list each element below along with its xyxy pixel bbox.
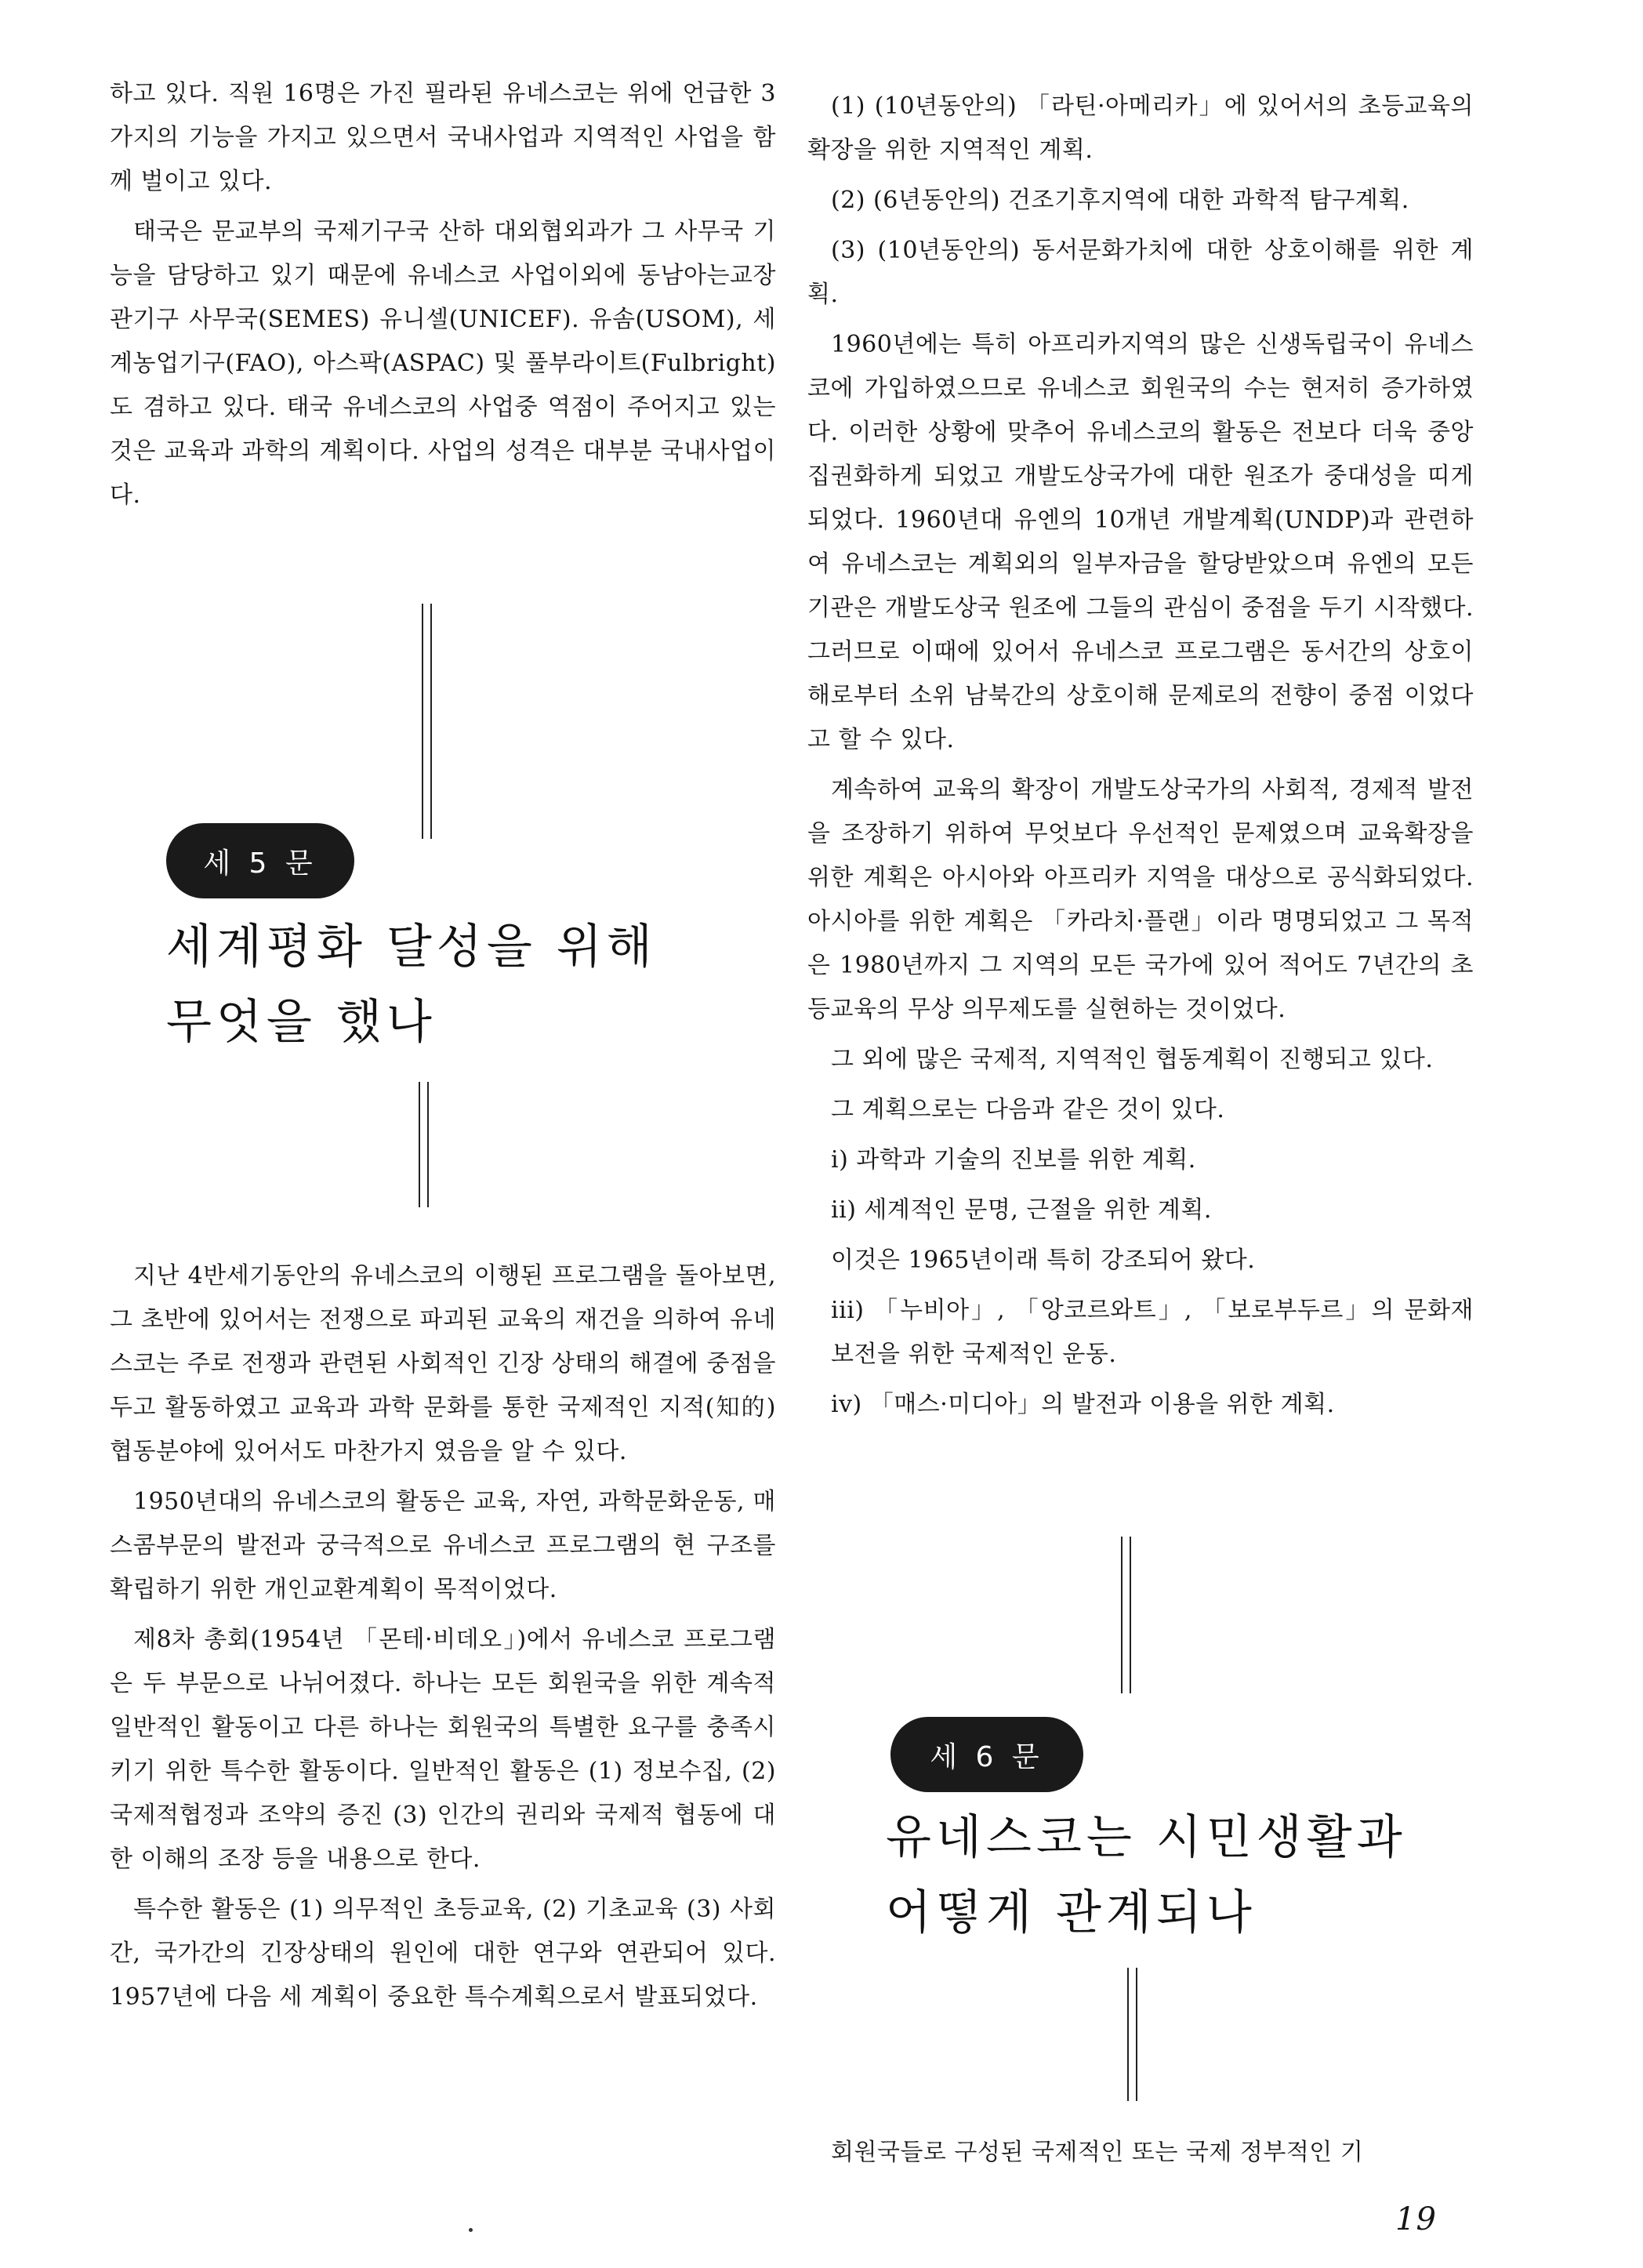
paragraph: (2) (6년동안의) 건조기후지역에 대한 과학적 탐구계획. (831, 187, 1409, 214)
page-number: 19 (1395, 2201, 1437, 2237)
paragraph: 회원국들로 구성된 국제적인 또는 국제 정부적인 기 (831, 2139, 1364, 2166)
paragraph: 특수한 활동은 (1) 의무적인 초등교육, (2) 기초교육 (3) 사회간, 국가간의 긴장상태의 원인에 대한 연구와 연관되어 있다. 1957년에 다음 세 계획이 중요한 특수계획으로서 발표되었다. (110, 1896, 776, 2011)
chapter-6-title-line1: 유네스코는 시민생활과 (886, 1810, 1407, 1865)
list-item: iv) 「매스·미디아」의 발전과 이용을 위한 계획. (831, 1391, 1335, 1418)
paragraph: 지난 4반세기동안의 유네스코의 이행된 프로그램을 돌아보면, 그 초반에 있어서는 전쟁으로 파괴된 교육의 재건을 의하여 유네스코는 주로 전쟁과 관련된 사회적인 긴장 상태의 해결에 중점을 두고 활동하였고 교육과 과학 문화를 통한 국제적인 지적(知的)협동분야에 있어서도 마찬가지 였음을 알 수 있다. (110, 1262, 776, 1465)
divider-lines (1127, 1968, 1137, 2101)
paragraph: (3) (10년동안의) 동서문화가치에 대한 상호이해를 위한 계획. (807, 237, 1474, 308)
paragraph: 1960년에는 특히 아프리카지역의 많은 신생독립국이 유네스코에 가입하였으므로 유네스코 회원국의 수는 현저히 증가하였다. 이러한 상황에 맞추어 유네스코의 활동은 전보다 더욱 중앙집권화하게 되었고 개발도상국가에 대한 원조가 중대성을 띠게 되었다. 1960년대 유엔의 10개년 개발계획(UNDP)과 관련하여 유네스코는 계획외의 일부자금을 할당받았으며 유엔의 모든 기관은 개발도상국 원조에 그들의 관심이 중점을 두기 시작했다. 그러므로 이때에 있어서 유네스코 프로그램은 동서간의 상호이해로부터 소위 남북간의 상호이해 문제로의 전향이 중점 이었다고 할 수 있다. (807, 331, 1474, 753)
left-top-text (110, 72, 776, 524)
divider-lines (419, 1082, 429, 1207)
right-bottom-text (807, 2131, 1474, 2181)
right-top-text (807, 85, 1474, 1433)
paragraph: (1) (10년동안의) 「라틴·아메리카」에 있어서의 초등교육의 확장을 위한 지역적인 계획. (807, 93, 1474, 164)
paragraph: 그 계획으로는 다음과 같은 것이 있다. (831, 1096, 1225, 1123)
paragraph: 제8차 총회(1954년 「몬테·비데오」)에서 유네스코 프로그램은 두 부문으로 나뉘어졌다. 하나는 모든 회원국을 위한 계속적 일반적인 활동이고 다른 하나는 회원국의 특별한 요구를 충족시키기 위한 특수한 활동이다. 일반적인 활동은 (1) 정보수집, (2) 국제적협정과 조약의 증진 (3) 인간의 권리와 국제적 협동에 대한 이해의 조장 등을 내용으로 한다. (110, 1626, 776, 1873)
paragraph: 1950년대의 유네스코의 활동은 교육, 자연, 과학문화운동, 매스콤부문의 발전과 궁극적으로 유네스코 프로그램의 현 구조를 확립하기 위한 개인교환계획이 목적이었다. (110, 1488, 776, 1603)
chapter-6-title-line2: 어떻게 관계되나 (886, 1885, 1257, 1940)
chapter-5-title-line2: 무엇을 했나 (166, 995, 437, 1050)
list-item: ii) 세계적인 문명, 근절을 위한 계획. (831, 1196, 1212, 1224)
divider-lines (422, 604, 432, 839)
paragraph: 그 외에 많은 국제적, 지역적인 협동계획이 진행되고 있다. (831, 1046, 1434, 1073)
chapter-6-tag: 세 6 문 (890, 1717, 1083, 1792)
divider-lines (1121, 1537, 1131, 1693)
list-item: 이것은 1965년이래 특히 강조되어 왔다. (831, 1246, 1256, 1274)
chapter-5-tag: 세 5 문 (166, 823, 354, 898)
paragraph: 계속하여 교육의 확장이 개발도상국가의 사회적, 경제적 발전을 조장하기 위하여 무엇보다 우선적인 문제였으며 교육확장을 위한 계획은 아시아와 아프리카 지역을 대상으로 공식화되었다. 아시아를 위한 계획은 「카라치·플랜」이라 명명되었고 그 목적은 1980년까지 그 지역의 모든 국가에 있어 적어도 7년간의 초등교육의 무상 의무제도를 실현하는 것이었다. (807, 776, 1474, 1023)
list-item: i) 과학과 기술의 진보를 위한 계획. (831, 1146, 1196, 1174)
chapter-5-title-line1: 세계평화 달성을 위해 (166, 920, 657, 974)
list-item: iii) 「누비아」, 「앙코르와트」, 「보로부두르」의 문화재 보전을 위한 국제적인 운동. (831, 1297, 1474, 1368)
paragraph: 하고 있다. 직원 16명은 가진 필라된 유네스코는 위에 언급한 3가지의 기능을 가지고 있으면서 국내사업과 지역적인 사업을 함께 벌이고 있다. (110, 80, 776, 195)
paragraph: 태국은 문교부의 국제기구국 산하 대외협외과가 그 사무국 기능을 담당하고 있기 때문에 유네스코 사업이외에 동남아는교장관기구 사무국(SEMES) 유니셀(UNICEF). 유솜(USOM), 세계농업기구(FAO), 아스팍(ASPAC) 및 풀부라이트(Fulbright)도 겸하고 있다. 태국 유네스코의 사업중 역점이 주어지고 있는 것은 교육과 과학의 계획이다. 사업의 성격은 대부분 국내사업이다. (110, 218, 776, 509)
ink-speck (469, 2228, 473, 2232)
left-bottom-text (110, 1254, 776, 2026)
